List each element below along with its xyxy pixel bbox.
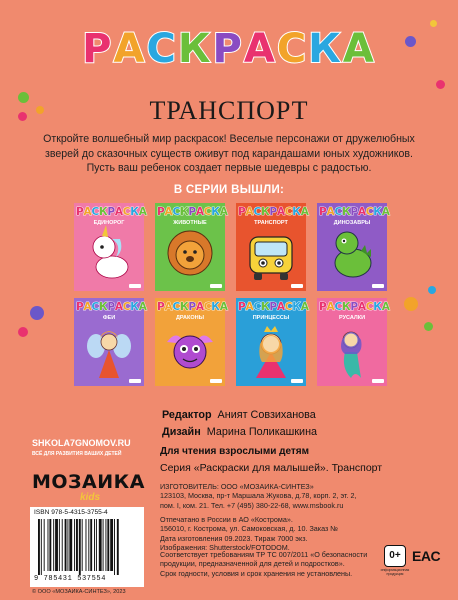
- pub-line: Изображения: Shutterstock/FOTODOM.: [160, 542, 290, 552]
- series-line: Серия «Раскраски для малышей». Транспорт: [160, 462, 383, 474]
- barcode-bar: [38, 519, 40, 575]
- barcode-bar: [69, 519, 72, 571]
- series-book-cover: [74, 298, 147, 386]
- isbn-barcode-box: [30, 507, 144, 587]
- fairy-illustration: [82, 322, 136, 380]
- publisher-mark: [372, 379, 384, 383]
- print-info: [160, 515, 338, 552]
- website-tagline: ВСЁ ДЛЯ РАЗВИТИЯ ВАШИХ ДЕТЕЙ: [32, 451, 122, 457]
- lion-illustration: [163, 227, 217, 285]
- barcode-bar: [94, 519, 95, 571]
- barcode-bar: [82, 519, 83, 571]
- title-letter: А: [243, 26, 277, 72]
- decor-dot: [436, 80, 445, 89]
- barcode-bar: [88, 519, 89, 571]
- series-book-cover: [155, 298, 228, 386]
- barcode-bar: [59, 519, 60, 571]
- publisher-mark: [210, 284, 222, 288]
- barcode-bar: [53, 519, 54, 571]
- series-book-cover: [317, 298, 390, 386]
- pub-line: Дата изготовления 09.2023. Тираж 7000 экз.: [160, 533, 308, 543]
- unicorn-illustration: [82, 227, 136, 285]
- barcode-bar: [103, 519, 104, 571]
- barcode-bar: [48, 519, 49, 571]
- barcode-bar: [96, 519, 97, 571]
- barcode-bar: [41, 519, 42, 575]
- publisher-mark: [291, 379, 303, 383]
- series-book-cover: [236, 298, 309, 386]
- barcode-bar: [44, 519, 45, 571]
- decor-dot: [428, 286, 436, 294]
- barcode-bar: [65, 519, 67, 571]
- decor-dot: [30, 306, 44, 320]
- book-cover-label: ПРИНЦЕССЫ: [252, 315, 290, 321]
- pub-line: продукции, предназначенной для детей и подростков».: [160, 559, 345, 569]
- website-link[interactable]: SHKOLA7GNOMOV.RU: [32, 438, 131, 448]
- pub-line: 123103, Москва, пр-т Маршала Жукова, д.78, корп. 2, эт. 2,: [160, 491, 357, 501]
- barcode-bar: [105, 519, 106, 571]
- barcode: [36, 519, 140, 575]
- barcode-bar: [67, 519, 68, 571]
- barcode-bar: [99, 519, 102, 571]
- publisher-mark: [291, 284, 303, 288]
- book-cover-title: РАСКРАСКА: [238, 301, 309, 313]
- title-letter: А: [342, 26, 376, 72]
- barcode-bar: [110, 519, 113, 571]
- editor-role: Редактор: [162, 409, 212, 421]
- publisher-logo-sub: kids: [80, 492, 101, 503]
- book-cover-label: РУСАЛКИ: [338, 315, 366, 321]
- barcode-bar: [90, 519, 92, 571]
- book-cover-title: РАСКРАСКА: [157, 206, 228, 218]
- publisher-mark: [129, 379, 141, 383]
- series-book-cover: [155, 203, 228, 291]
- series-book-cover: [317, 203, 390, 291]
- pub-line: пом. I, ком. 21. Тел. +7 (495) 380-22-68, www.msbook.ru: [160, 500, 344, 510]
- copyright: © ООО «МОЗАИКА-СИНТЕЗ», 2023: [32, 589, 126, 595]
- publisher-mark: [129, 284, 141, 288]
- title-letter: Р: [82, 26, 114, 72]
- decor-dot: [18, 327, 28, 337]
- book-cover-label: ЕДИНОРОГ: [93, 220, 125, 226]
- audience-note: Для чтения взрослыми детям: [160, 446, 310, 457]
- book-cover-label: ТРАНСПОРТ: [254, 220, 288, 226]
- series-heading: В СЕРИИ ВЫШЛИ:: [173, 184, 285, 196]
- book-cover-label: ДИНОЗАВРЫ: [333, 220, 371, 226]
- bus-illustration: [244, 227, 298, 285]
- book-cover-title: РАСКРАСКА: [238, 206, 309, 218]
- decor-dot: [424, 322, 433, 331]
- barcode-bar: [74, 519, 75, 571]
- isbn-text: ISBN 978-5-4315-3755-4: [34, 509, 108, 516]
- manufacturer-info: [160, 482, 440, 510]
- publisher-mark: [372, 284, 384, 288]
- book-cover-title: РАСКРАСКА: [319, 206, 390, 218]
- barcode-bar: [62, 519, 63, 571]
- publisher-mark: [210, 379, 222, 383]
- book-cover-title: РАСКРАСКА: [157, 301, 228, 313]
- publisher-logo: МОЗАИКА: [32, 471, 145, 493]
- book-cover-label: ФЕИ: [102, 315, 116, 321]
- series-book-cover: [74, 203, 147, 291]
- mermaid-illustration: [325, 322, 379, 380]
- dino-illustration: [325, 227, 379, 285]
- book-title: [0, 26, 458, 72]
- editor-name: Аният Совзиханова: [217, 409, 316, 421]
- pub-line: Отпечатано в России в АО «Кострома».: [160, 515, 293, 524]
- pub-line: 156010, г. Кострома, ул. Самоковская, д. 10. Заказ №: [160, 524, 339, 534]
- design-name: Марина Поликашкина: [206, 426, 318, 438]
- title-letter: К: [308, 26, 343, 72]
- intro-text: Откройте волшебный мир раскрасок! Веселые персонажи от дружелюбных зверей до сказочных существ оживут под карандашами юных художников. Пусть ваш ребенок создает первые шедевры с радостью.: [43, 133, 415, 174]
- eac-mark: EAC: [412, 548, 441, 564]
- barcode-bar: [79, 519, 81, 575]
- barcode-bar: [76, 519, 78, 571]
- title-letter: К: [177, 26, 213, 72]
- book-cover-label: ДРАКОНЫ: [175, 315, 205, 321]
- series-book-cover: [236, 203, 309, 291]
- pub-line: Соответствует требованиям ТР ТС 007/2011 «О безопасности: [160, 550, 368, 559]
- princess-illustration: [244, 322, 298, 380]
- book-subtitle: ТРАНСПОРТ: [149, 96, 309, 125]
- compliance-info: [160, 550, 390, 578]
- book-cover-title: РАСКРАСКА: [76, 301, 147, 313]
- book-cover-label: ЖИВОТНЫЕ: [173, 220, 207, 226]
- barcode-bar: [55, 519, 58, 571]
- book-cover-title: РАСКРАСКА: [76, 206, 147, 218]
- age-rating-note: информационная продукция: [380, 568, 410, 576]
- age-rating-badge: 0+: [384, 545, 406, 567]
- title-letter: Р: [212, 26, 244, 72]
- book-cover-title: РАСКРАСКА: [319, 301, 390, 313]
- title-letter: А: [113, 26, 147, 72]
- barcode-bar: [107, 519, 109, 571]
- barcode-bar: [114, 519, 115, 575]
- title-letter: С: [146, 26, 178, 72]
- decor-dot: [404, 297, 418, 311]
- barcode-bar: [86, 519, 87, 571]
- pub-line: Срок годности, условия и срок хранения не установлены.: [160, 568, 353, 578]
- dragon-illustration: [163, 322, 217, 380]
- credits: [162, 407, 317, 441]
- title-letter: С: [276, 26, 309, 72]
- barcode-digits: 9 785431 537554: [34, 575, 107, 583]
- barcode-bar: [49, 519, 51, 571]
- pub-line: ИЗГОТОВИТЕЛЬ: ООО «МОЗАИКА-СИНТЕЗ»: [160, 482, 314, 491]
- barcode-bar: [117, 519, 119, 575]
- design-role: Дизайн: [162, 426, 201, 438]
